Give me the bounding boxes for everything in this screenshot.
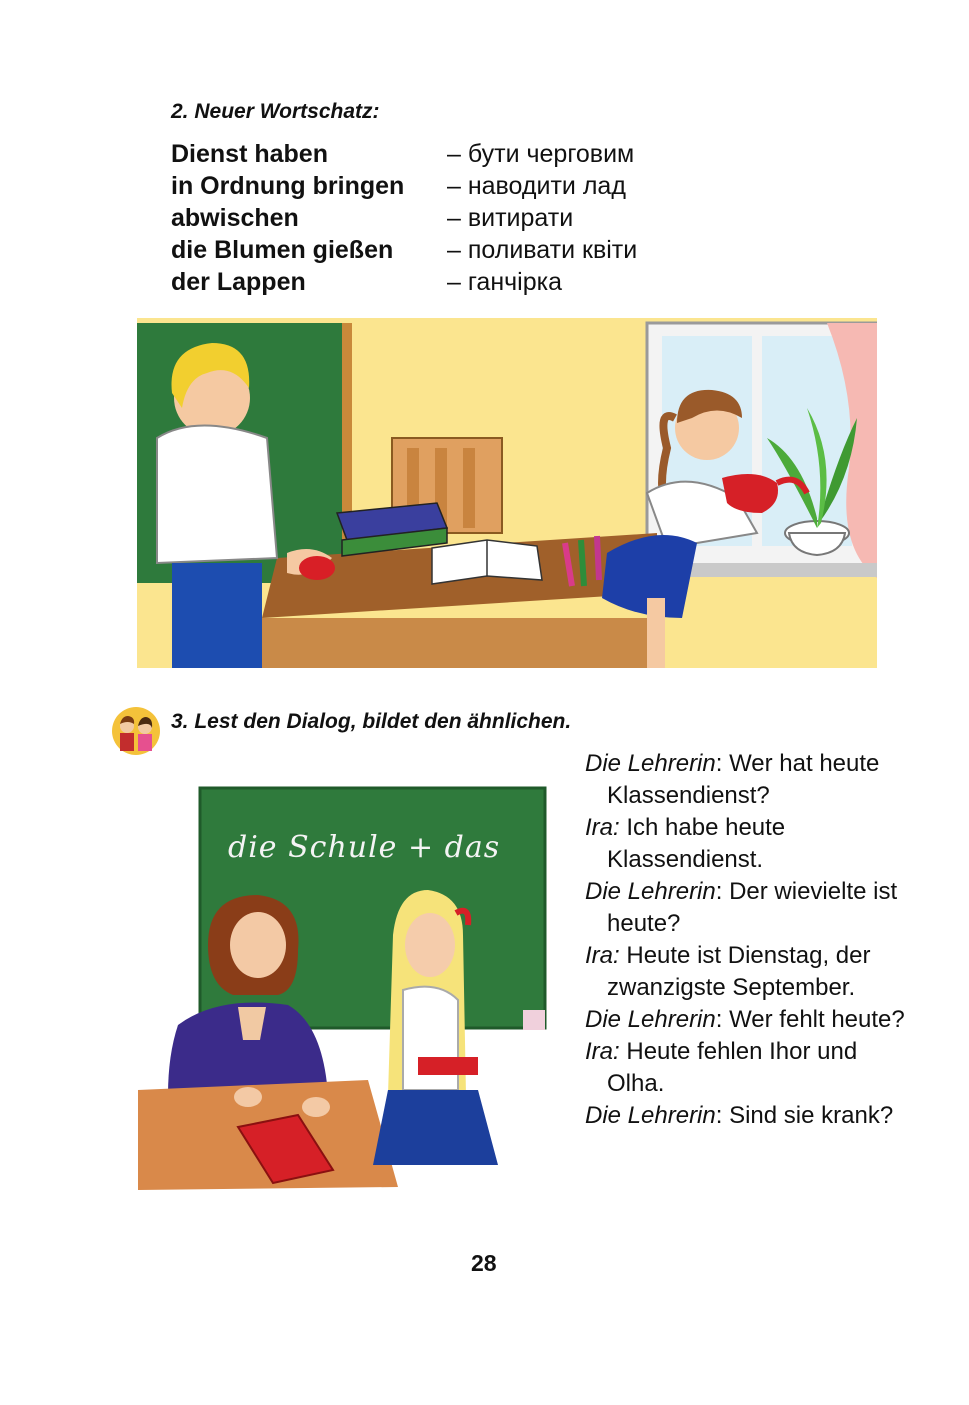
- dialog-speaker: Die Lehrerin: [585, 878, 716, 905]
- dialog-text: Sind sie krank?: [722, 1102, 894, 1129]
- chalkboard-writing: die Schule + das: [228, 830, 501, 865]
- two-pupils-talking-icon: [110, 706, 162, 756]
- classroom-duty-illustration: [137, 318, 877, 668]
- dialog-text: Wer fehlt heute?: [722, 1006, 905, 1033]
- dialog-text: Heute ist Dienstag, der zwanzigste September.: [607, 942, 871, 1001]
- vocab-german: Dienst haben: [171, 140, 328, 168]
- dialog-colon: :: [715, 1006, 723, 1033]
- dialog-line: [585, 1004, 915, 1036]
- vocab-ukrainian: – витирати: [447, 204, 574, 232]
- dialog-colon: :: [715, 878, 723, 905]
- vocab-german: abwischen: [171, 204, 299, 232]
- section-2-title: 2. Neuer Wortschatz:: [171, 100, 380, 123]
- vocab-ukrainian: – бути черговим: [447, 140, 635, 168]
- dialog-speaker: Die Lehrerin: [585, 750, 716, 777]
- dialog-speaker: Ira:: [585, 942, 620, 969]
- dialog-text: Der wievielte ist heute?: [607, 878, 898, 937]
- dialog-colon: :: [715, 1102, 723, 1129]
- section-3-title: 3. Lest den Dialog, bildet den ähnlichen.: [171, 710, 572, 733]
- vocab-row: [171, 266, 691, 298]
- dialog-line: [585, 1100, 915, 1132]
- dialog-text: Heute fehlen Ihor und Olha.: [607, 1038, 858, 1097]
- vocab-ukrainian: – поливати квіти: [447, 236, 638, 264]
- vocab-row: [171, 234, 691, 266]
- vocab-row: [171, 202, 691, 234]
- dialog-speaker: Die Lehrerin: [585, 1102, 716, 1129]
- dialog-speaker: Ira:: [585, 1038, 620, 1065]
- dialog-line: [585, 1036, 915, 1100]
- dialog: [585, 748, 915, 1132]
- dialog-line: [585, 940, 915, 1004]
- vocab-ukrainian: – ганчірка: [447, 268, 563, 296]
- page-number: 28: [471, 1250, 497, 1276]
- dialog-text: Wer hat heute Klassendienst?: [607, 750, 880, 809]
- vocab-row: [171, 170, 691, 202]
- vocab-german: der Lappen: [171, 268, 306, 296]
- dialog-text: Ich habe heute Klassendienst.: [607, 814, 786, 873]
- vocab-ukrainian: – наводити лад: [447, 172, 626, 200]
- vocab-german: die Blumen gießen: [171, 236, 394, 264]
- dialog-line: [585, 812, 915, 876]
- vocab-german: in Ordnung bringen: [171, 172, 405, 200]
- dialog-speaker: Ira:: [585, 814, 620, 841]
- dialog-speaker: Die Lehrerin: [585, 1006, 716, 1033]
- dialog-colon: :: [715, 750, 723, 777]
- teacher-pupil-illustration: [138, 785, 548, 1190]
- vocab-row: [171, 138, 691, 170]
- dialog-line: [585, 876, 915, 940]
- dialog-line: [585, 748, 915, 812]
